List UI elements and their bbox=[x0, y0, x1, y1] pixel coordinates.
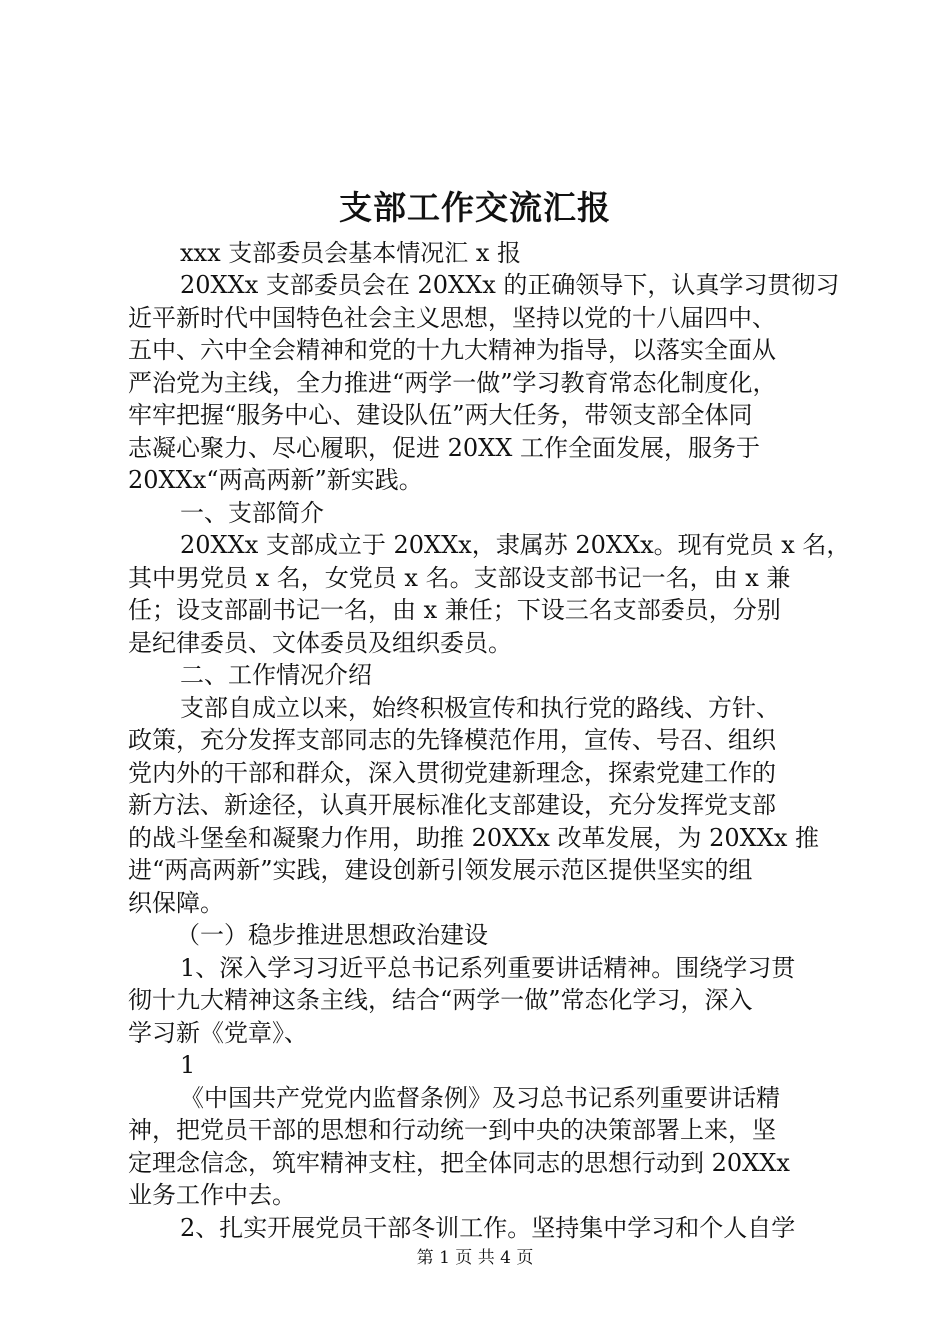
paragraph-line: 严治党为主线，全力推进“两学一做”学习教育常态化制度化， bbox=[128, 369, 777, 397]
section-heading: 一、支部简介 bbox=[180, 499, 324, 527]
paragraph-line: 1、深入学习习近平总书记系列重要讲话精神。围绕学习贯 bbox=[180, 954, 796, 982]
paragraph-line: 政策，充分发挥支部同志的先锋模范作用，宣传、号召、组织 bbox=[128, 726, 776, 754]
paragraph-line: 其中男党员 x 名，女党员 x 名。支部设支部书记一名，由 x 兼 bbox=[128, 564, 791, 592]
paragraph-line: 彻十九大精神这条主线，结合“两学一做”常态化学习，深入 bbox=[128, 986, 753, 1014]
paragraph-line: 新方法、新途径，认真开展标准化支部建设，充分发挥党支部 bbox=[128, 791, 776, 819]
paragraph-line: 近平新时代中国特色社会主义思想，坚持以党的十八届四中、 bbox=[128, 304, 776, 332]
paragraph-line: 支部自成立以来，始终积极宣传和执行党的路线、方针、 bbox=[180, 694, 780, 722]
paragraph-line: 学习新《党章》、 bbox=[128, 1019, 308, 1047]
paragraph-line: 2、扎实开展党员干部冬训工作。坚持集中学习和个人自学 bbox=[180, 1214, 796, 1242]
paragraph-line: 任；设支部副书记一名，由 x 兼任；下设三名支部委员，分别 bbox=[128, 596, 781, 624]
paragraph-line: 党内外的干部和群众，深入贯彻党建新理念，探索党建工作的 bbox=[128, 759, 776, 787]
paragraph-line: 五中、六中全会精神和党的十九大精神为指导，以落实全面从 bbox=[128, 336, 776, 364]
paragraph-line: 志凝心聚力、尽心履职，促进 20XX 工作全面发展，服务于 bbox=[128, 434, 760, 462]
paragraph-line: 神，把党员干部的思想和行动统一到中央的决策部署上来，坚 bbox=[128, 1116, 776, 1144]
paragraph-line: 是纪律委员、文体委员及组织委员。 bbox=[128, 629, 512, 657]
paragraph-line: 定理念信念，筑牢精神支柱，把全体同志的思想行动到 20XXx bbox=[128, 1149, 790, 1177]
paragraph-line: 牢牢把握“服务中心、建设队伍”两大任务，带领支部全体同 bbox=[128, 401, 753, 429]
paragraph-line: 织保障。 bbox=[128, 889, 224, 917]
paragraph-line: 的战斗堡垒和凝聚力作用，助推 20XXx 改革发展，为 20XXx 推 bbox=[128, 824, 820, 852]
paragraph-line: xxx 支部委员会基本情况汇 x 报 bbox=[180, 239, 522, 267]
paragraph-line: 业务工作中去。 bbox=[128, 1181, 296, 1209]
page-footer: 第 1 页 共 4 页 bbox=[416, 1248, 534, 1268]
section-heading: 二、工作情况介绍 bbox=[180, 661, 372, 689]
paragraph-line: 20XXx 支部成立于 20XXx，隶属苏 20XXx。现有党员 x 名， bbox=[180, 531, 851, 559]
paragraph-line: 《中国共产党党内监督条例》及习总书记系列重要讲话精 bbox=[180, 1084, 780, 1112]
paragraph-line: 20XXx“两高两新”新实践。 bbox=[128, 466, 423, 494]
subsection-heading: （一）稳步推进思想政治建设 bbox=[176, 921, 488, 949]
paragraph-line: 进“两高两新”实践，建设创新引领发展示范区提供坚实的组 bbox=[128, 856, 753, 884]
paragraph-line: 1 bbox=[180, 1051, 196, 1079]
paragraph-line: 20XXx 支部委员会在 20XXx 的正确领导下，认真学习贯彻习 bbox=[180, 271, 840, 299]
document-title: 支部工作交流汇报 bbox=[339, 188, 611, 227]
